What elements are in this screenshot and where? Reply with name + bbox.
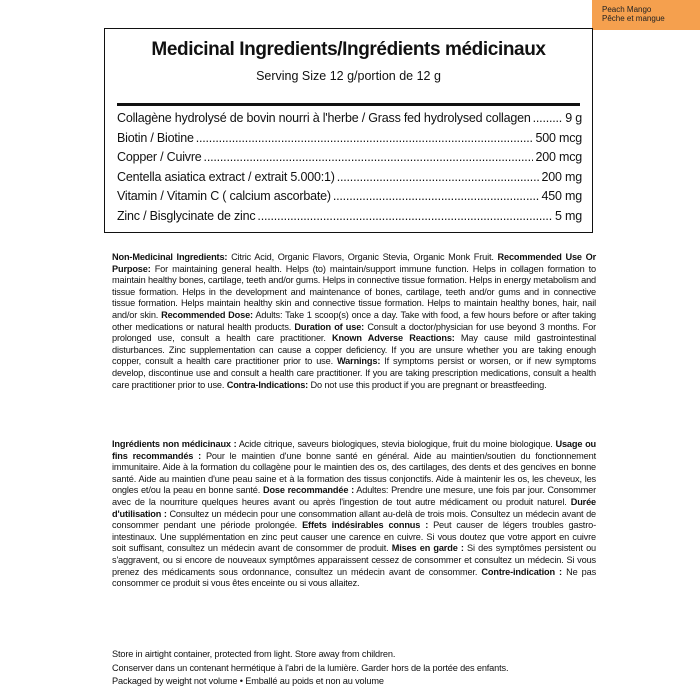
duration-label-fr: Durée d'utilisation : xyxy=(112,496,596,519)
non-medicinal-label: Non-Medicinal Ingredients: xyxy=(112,252,228,262)
panel-divider xyxy=(117,103,580,106)
english-directions xyxy=(112,252,596,391)
storage-text-en: Store in airtight container, protected from light. Store away from children. xyxy=(112,649,396,659)
ingredient-row xyxy=(117,111,582,131)
leader-dots xyxy=(257,209,553,223)
leader-dots xyxy=(533,111,564,125)
ingredient-row xyxy=(117,209,582,229)
contra-indication-text-fr: Ne pas consommer ce produit si vous êtes enceinte ou si vous allaitez. xyxy=(112,566,597,589)
warnings-label: Warnings: xyxy=(337,356,381,367)
adverse-effects-label-fr: Effets indésirables connus : xyxy=(302,520,429,531)
serving-size: Serving Size 12 g/portion de 12 g xyxy=(256,69,441,83)
ingredient-amount: 500 mcg xyxy=(535,130,582,145)
ingredient-row xyxy=(117,150,582,170)
ingredient-amount: 200 mcg xyxy=(535,150,582,164)
warnings-text-fr: Si des symptômes persistent ou s'aggravent, ou si encore de nouveaux symptômes apparaissent cessez de consommer et consultez un médecin. Si vous prenez des médicaments sous ordonnance, consultez un médecin avant de consommer. xyxy=(112,543,597,577)
recommended-use-text: For maintaining general health. Helps (to) maintain/support immune function. Helps in collagen formation to maintain healthy bones, cartilage, teeth and/or gums. Helps in connective tissue formation. Helps in energy metabolism and tissue formation. Helps in the development and maintenance of bones, cartilage, teeth and/or gums and in connective tissue formation. Helps maintain healthy skin and connective tissue formation. Helps to maintain healthy bones, hair, nail and/or skin. xyxy=(112,263,596,320)
warnings-label-fr: Mises en garde : xyxy=(391,543,464,554)
contra-indication-label-fr: Contre-indication : xyxy=(481,566,562,577)
flavor-name-fr: Pêche et mangue xyxy=(602,14,665,23)
recommended-use-label-fr: Usage ou fins recommandés : xyxy=(112,439,597,461)
ingredient-name: Collagène hydrolysé de bovin nourri à l'herbe / Grass fed hydrolysed collagen xyxy=(117,111,531,125)
ingredient-name: Biotin / Biotine xyxy=(117,130,194,145)
warnings-text: If symptoms persist or worsen, or if new symptoms develop, discontinue use and consult a health care practitioner. If you are taking prescription medications, consult a health care practitioner prior to use. xyxy=(112,356,596,390)
recommended-dose-label-fr: Dose recommandée : xyxy=(262,485,354,496)
recommended-use-text-fr: Pour le maintien d'une bonne santé en général. Aide au maintien/soutien du fonctionnement immunitaire. Aide à la formation du collagène pour le maintien des os, des cartilages, des dents et des gencives en bonne santé. Aide au maintien d'une peau saine et à la formation des tissus conjonctifs. Aide à maintenir les os, les cheveux, les ongles et/ou la peau en bonne santé. xyxy=(112,450,596,496)
non-medicinal-text: Citric Acid, Organic Flavors, Organic Stevia, Organic Monk Fruit. xyxy=(227,252,498,262)
packaged-text: Packaged by weight not volume • Emballé au poids et non au volume xyxy=(112,676,384,686)
recommended-dose-label: Recommended Dose: xyxy=(161,309,253,320)
duration-label: Duration of use: xyxy=(294,321,365,332)
flavor-tag xyxy=(592,0,700,30)
ingredient-amount: 9 g xyxy=(565,111,582,125)
duration-text: Consult a doctor/physician for use beyond 3 months. For prolonged use, consult a health care practitioner. xyxy=(112,321,596,344)
ingredient-name: Centella asiatica extract / extrait 5.000:1) xyxy=(117,169,335,184)
adverse-reactions-label: Known Adverse Reactions: xyxy=(331,333,455,344)
recommended-dose-text-fr: Adultes: Prendre une mesure, une fois par jour. Consommer avec de la nourriture quelques heures avant ou après l'ingestion de tout autre médicament ou produit naturel. xyxy=(112,485,597,507)
storage-footer xyxy=(112,648,602,689)
ingredient-name: Vitamin / Vitamin C ( calcium ascorbate) xyxy=(117,189,331,203)
leader-dots xyxy=(333,189,540,203)
ingredient-row xyxy=(117,189,582,209)
panel-title: Medicinal Ingredients/Ingrédients médicinaux xyxy=(151,39,546,60)
ingredient-row xyxy=(117,131,582,151)
flavor-name-en: Peach Mango xyxy=(602,5,652,14)
recommended-use-label: Recommended Use Or Purpose: xyxy=(112,252,597,274)
contra-indications-label: Contra-Indications: xyxy=(226,379,309,390)
recommended-dose-text: Adults: Take 1 scoop(s) once a day. Take with food, a few hours before or after taking other medications or natural health products. xyxy=(112,309,596,332)
french-directions xyxy=(112,439,596,590)
contra-indications-text: Do not use this product if you are pregnant or breastfeeding. xyxy=(308,379,547,390)
leader-dots xyxy=(337,170,540,184)
adverse-reactions-text: May cause mild gastrointestinal disturbances. Zinc supplementation can cause a copper deficiency. If you are unsure whether you are taking enough copper, consult a health care practitioner prior to use. xyxy=(112,333,596,367)
duration-text-fr: Consultez un médecin pour une consommation allant au-delà de trois mois. Consultez un médecin avant de consommer pendant une période prolongée. xyxy=(112,508,596,531)
ingredient-row xyxy=(117,170,582,190)
ingredient-name: Copper / Cuivre xyxy=(117,150,202,164)
non-medicinal-label-fr: Ingrédients non médicinaux : xyxy=(112,439,237,449)
leader-dots xyxy=(196,131,534,145)
leader-dots xyxy=(204,150,534,164)
ingredient-amount: 5 mg xyxy=(555,208,582,223)
ingredient-amount: 450 mg xyxy=(541,189,582,203)
storage-text-fr: Conserver dans un contenant hermétique à l'abri de la lumière. Garder hors de la portée des enfants. xyxy=(112,662,509,673)
medicinal-ingredients-panel xyxy=(104,28,593,233)
ingredient-list xyxy=(117,111,582,228)
ingredient-amount: 200 mg xyxy=(541,169,582,184)
adverse-effects-text-fr: Peut causer de légers troubles gastro-intestinaux. Une supplémentation en zinc peut causer une carence en cuivre. Si vous doutez que votre apport en cuivre soit suffisant, consultez un médecin avant de consommer de produit. xyxy=(112,520,596,554)
non-medicinal-text-fr: Acide citrique, saveurs biologiques, stevia biologique, fruit du moine biologique. xyxy=(236,439,556,449)
ingredient-name: Zinc / Bisglycinate de zinc xyxy=(117,208,256,223)
